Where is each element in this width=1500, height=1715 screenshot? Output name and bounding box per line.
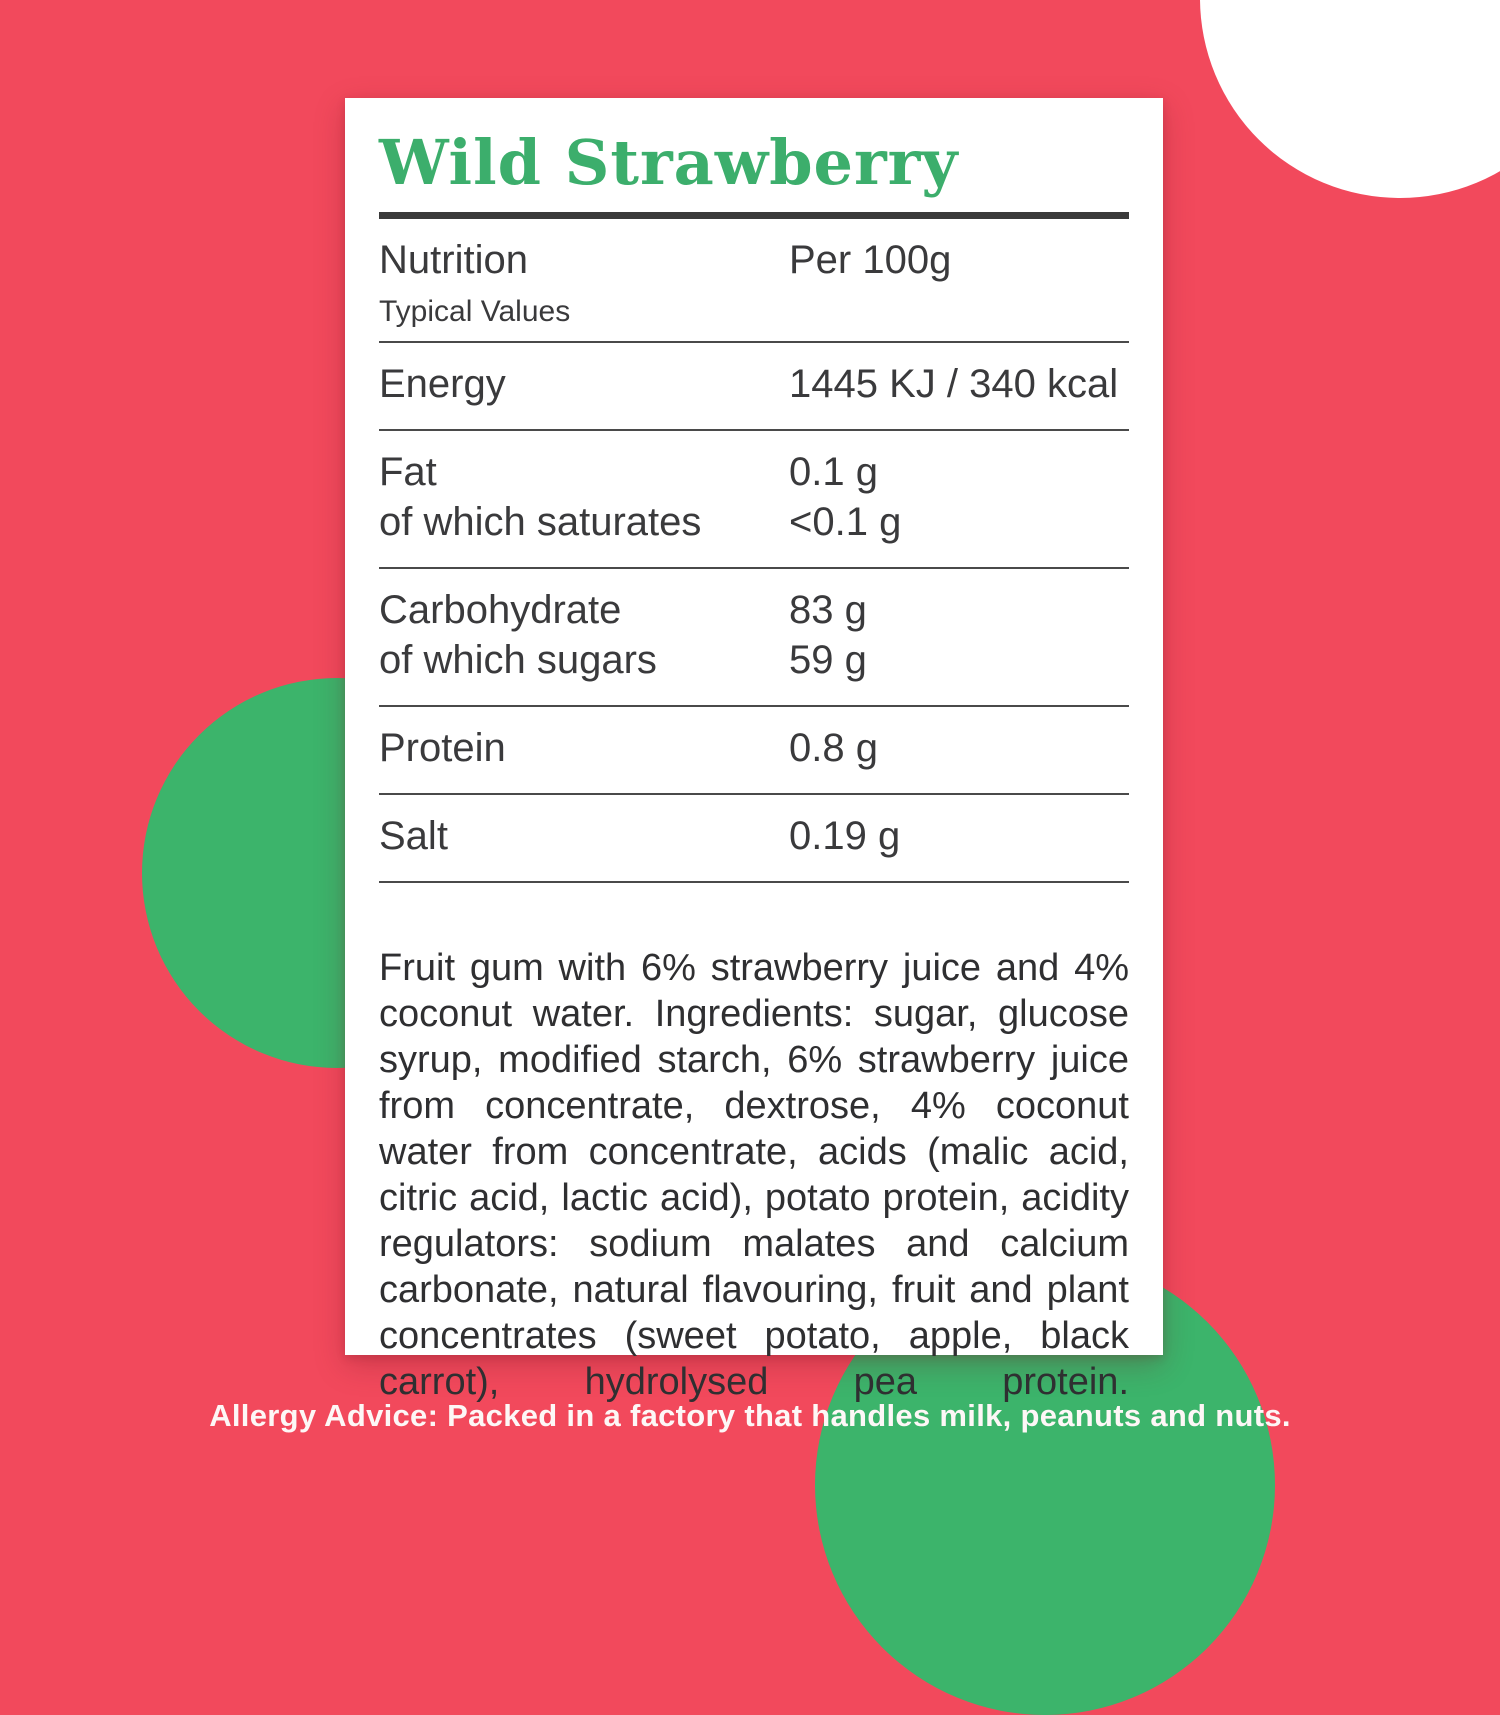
row-value bbox=[789, 585, 1129, 685]
nutrition-table-header bbox=[379, 219, 1129, 343]
per-100g-header: Per 100g bbox=[789, 238, 952, 282]
table-row-energy bbox=[379, 343, 1129, 431]
row-label: Salt bbox=[379, 814, 448, 858]
white-circle-decoration bbox=[1200, 0, 1500, 198]
saturates-label: of which saturates bbox=[379, 500, 702, 544]
row-label: Protein bbox=[379, 726, 506, 770]
typical-values-label: Typical Values bbox=[379, 295, 571, 328]
row-value: 1445 KJ / 340 kcal bbox=[789, 362, 1119, 406]
fat-label: Fat bbox=[379, 450, 437, 494]
sugars-value: 59 g bbox=[789, 638, 867, 682]
flavour-title: Wild Strawberry bbox=[379, 126, 959, 199]
carbohydrate-value: 83 g bbox=[789, 588, 867, 632]
ingredients-paragraph: Fruit gum with 6% strawberry juice and 4% coconut water. Ingredients: sugar, glucose syrup, modified starch, 6% strawberry juice from concentrate, dextrose, 4% coconut water from concentrate, acids (malic acid, citric acid, lactic acid), potato protein, acidity regulators: sodium malates and calcium carbonate, natural flavouring, fruit and plant concentrates (sweet potato, apple, black carrot), hydrolysed pea protein. bbox=[379, 947, 1129, 1403]
saturates-value: <0.1 g bbox=[789, 500, 902, 544]
row-label: Energy bbox=[379, 362, 506, 406]
table-row-carbohydrate bbox=[379, 569, 1129, 707]
carbohydrate-label: Carbohydrate bbox=[379, 588, 622, 632]
row-label bbox=[379, 447, 789, 547]
table-row-salt bbox=[379, 795, 1129, 883]
row-value: 0.19 g bbox=[789, 814, 901, 858]
row-value: 0.8 g bbox=[789, 726, 878, 770]
title-divider bbox=[379, 212, 1129, 219]
nutrition-header-title: Nutrition bbox=[379, 238, 528, 282]
sugars-label: of which sugars bbox=[379, 638, 657, 682]
row-label bbox=[379, 585, 789, 685]
nutrition-label-card bbox=[345, 98, 1163, 1403]
table-row-protein bbox=[379, 707, 1129, 795]
row-value bbox=[789, 447, 1129, 547]
table-row-fat bbox=[379, 431, 1129, 569]
fat-value: 0.1 g bbox=[789, 450, 878, 494]
allergy-advice-text: Allergy Advice: Packed in a factory that handles milk, peanuts and nuts. bbox=[209, 1398, 1291, 1433]
nutrition-header-label bbox=[379, 235, 789, 329]
